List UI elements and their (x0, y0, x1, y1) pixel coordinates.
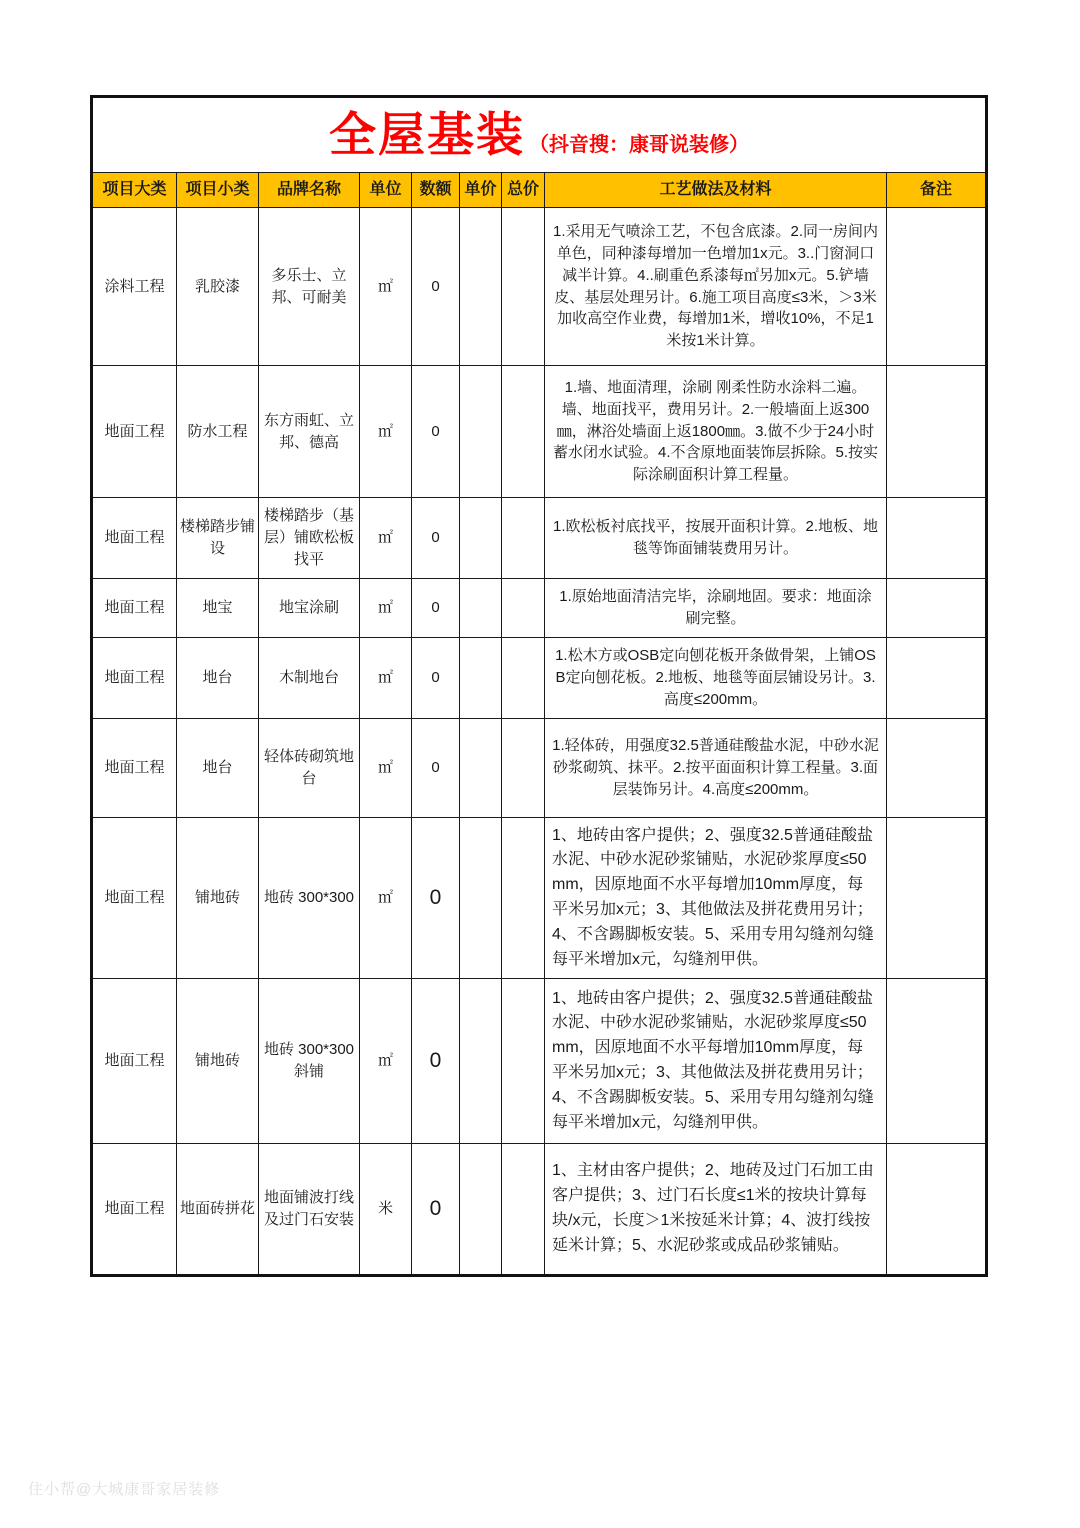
title-wrap (93, 101, 985, 169)
cell-unit-price (460, 366, 502, 498)
cell-total-price (502, 366, 545, 498)
table-row (92, 719, 987, 818)
cell-unit: ㎡ (360, 498, 412, 579)
cell-remark (887, 579, 987, 638)
cell-category: 地面工程 (92, 979, 177, 1144)
cell-process: 1.欧松板衬底找平，按展开面积计算。2.地板、地毯等饰面铺装费用另计。 (545, 498, 887, 579)
title-row (92, 97, 987, 173)
table-row (92, 1144, 987, 1276)
cell-unit: ㎡ (360, 818, 412, 979)
cell-unit: ㎡ (360, 979, 412, 1144)
cell-total-price (502, 1144, 545, 1276)
cell-quantity: 0 (412, 366, 460, 498)
table-row (92, 366, 987, 498)
column-header-1: 项目小类 (177, 173, 259, 208)
cell-category: 地面工程 (92, 1144, 177, 1276)
cell-subcategory: 地面砖拼花 (177, 1144, 259, 1276)
cell-unit: ㎡ (360, 579, 412, 638)
cell-category: 涂料工程 (92, 208, 177, 366)
cell-quantity: 0 (412, 1144, 460, 1276)
cell-process: 1.轻体砖，用强度32.5普通硅酸盐水泥，中砂水泥砂浆砌筑、抹平。2.按平面面积计算工程量。3.面层装饰另计。4.高度≤200mm。 (545, 719, 887, 818)
cell-total-price (502, 208, 545, 366)
cell-category: 地面工程 (92, 366, 177, 498)
cell-brand: 地砖 300*300 (259, 818, 360, 979)
cell-quantity: 0 (412, 719, 460, 818)
cell-process: 1.墙、地面清理，涂刷 刚柔性防水涂料二遍。墙、地面找平，费用另计。2.一般墙面上返300㎜，淋浴处墙面上返1800㎜。3.做不少于24小时蓄水闭水试验。4.不含原地面装饰层拆除。5.按实际涂刷面积计算工程量。 (545, 366, 887, 498)
header-row (92, 173, 987, 208)
cell-remark (887, 818, 987, 979)
watermark: 住小帮@大城康哥家居装修 (28, 1481, 221, 1498)
cell-brand: 多乐士、立邦、可耐美 (259, 208, 360, 366)
cell-total-price (502, 638, 545, 719)
table-row (92, 579, 987, 638)
cell-unit-price (460, 579, 502, 638)
cell-process: 1、地砖由客户提供；2、强度32.5普通硅酸盐水泥、中砂水泥砂浆铺贴，水泥砂浆厚度≤50mm，因原地面不水平每增加10mm厚度，每平米另加x元；3、其他做法及拼花费用另计；4、不含踢脚板安装。5、采用专用勾缝剂勾缝每平米增加x元，勾缝剂甲供。 (545, 818, 887, 979)
title-cell (92, 97, 987, 173)
cell-unit-price (460, 498, 502, 579)
cell-subcategory: 地台 (177, 719, 259, 818)
column-header-0: 项目大类 (92, 173, 177, 208)
cell-brand: 地砖 300*300斜铺 (259, 979, 360, 1144)
cell-total-price (502, 979, 545, 1144)
cell-unit: ㎡ (360, 638, 412, 719)
cell-subcategory: 楼梯踏步铺设 (177, 498, 259, 579)
column-header-2: 品牌名称 (259, 173, 360, 208)
cell-process: 1、主材由客户提供；2、地砖及过门石加工由客户提供；3、过门石长度≤1米的按块计算每块/x元，长度＞1米按延米计算；4、波打线按延米计算；5、水泥砂浆或成品砂浆铺贴。 (545, 1144, 887, 1276)
cell-brand: 东方雨虹、立邦、德高 (259, 366, 360, 498)
cell-unit-price (460, 818, 502, 979)
cell-unit: 米 (360, 1144, 412, 1276)
cell-brand: 木制地台 (259, 638, 360, 719)
quote-table (90, 95, 988, 1277)
cell-quantity: 0 (412, 638, 460, 719)
cell-unit: ㎡ (360, 366, 412, 498)
cell-remark (887, 979, 987, 1144)
cell-quantity: 0 (412, 979, 460, 1144)
table-row (92, 818, 987, 979)
cell-category: 地面工程 (92, 498, 177, 579)
cell-total-price (502, 498, 545, 579)
cell-subcategory: 防水工程 (177, 366, 259, 498)
column-header-4: 数额 (412, 173, 460, 208)
cell-unit-price (460, 638, 502, 719)
cell-remark (887, 208, 987, 366)
cell-subcategory: 地台 (177, 638, 259, 719)
cell-category: 地面工程 (92, 818, 177, 979)
column-header-6: 总价 (502, 173, 545, 208)
cell-brand: 地宝涂刷 (259, 579, 360, 638)
cell-unit-price (460, 719, 502, 818)
cell-remark (887, 638, 987, 719)
cell-brand: 楼梯踏步（基层）铺欧松板找平 (259, 498, 360, 579)
cell-quantity: 0 (412, 818, 460, 979)
table-body (92, 208, 987, 1276)
cell-unit: ㎡ (360, 208, 412, 366)
cell-process: 1.采用无气喷涂工艺，不包含底漆。2.同一房间内单色，同种漆每增加一色增加1x元。3..门窗洞口减半计算。4..刷重色系漆每㎡另加x元。5.铲墙皮、基层处理另计。6.施工项目高度≤3米，＞3米加收高空作业费，每增加1米，增收10%，不足1米按1米计算。 (545, 208, 887, 366)
cell-total-price (502, 719, 545, 818)
column-header-7: 工艺做法及材料 (545, 173, 887, 208)
cell-subcategory: 铺地砖 (177, 979, 259, 1144)
cell-quantity: 0 (412, 498, 460, 579)
cell-process: 1.原始地面清洁完毕，涂刷地固。要求：地面涂刷完整。 (545, 579, 887, 638)
cell-process: 1、地砖由客户提供；2、强度32.5普通硅酸盐水泥、中砂水泥砂浆铺贴，水泥砂浆厚度≤50mm，因原地面不水平每增加10mm厚度，每平米另加x元；3、其他做法及拼花费用另计；4、不含踢脚板安装。5、采用专用勾缝剂勾缝每平米增加x元，勾缝剂甲供。 (545, 979, 887, 1144)
cell-quantity: 0 (412, 208, 460, 366)
cell-total-price (502, 579, 545, 638)
table-row (92, 208, 987, 366)
table-row (92, 979, 987, 1144)
cell-total-price (502, 818, 545, 979)
cell-category: 地面工程 (92, 579, 177, 638)
column-header-3: 单位 (360, 173, 412, 208)
cell-quantity: 0 (412, 579, 460, 638)
cell-category: 地面工程 (92, 719, 177, 818)
cell-subcategory: 地宝 (177, 579, 259, 638)
cell-unit-price (460, 208, 502, 366)
cell-process: 1.松木方或OSB定向刨花板开条做骨架，上铺OSB定向刨花板。2.地板、地毯等面层铺设另计。3.高度≤200mm。 (545, 638, 887, 719)
cell-unit: ㎡ (360, 719, 412, 818)
cell-remark (887, 498, 987, 579)
cell-brand: 地面铺波打线及过门石安装 (259, 1144, 360, 1276)
page-subtitle: （抖音搜：康哥说装修） (529, 133, 749, 156)
cell-brand: 轻体砖砌筑地台 (259, 719, 360, 818)
cell-remark (887, 366, 987, 498)
cell-subcategory: 乳胶漆 (177, 208, 259, 366)
table-row (92, 498, 987, 579)
cell-subcategory: 铺地砖 (177, 818, 259, 979)
cell-unit-price (460, 979, 502, 1144)
cell-unit-price (460, 1144, 502, 1276)
column-header-5: 单价 (460, 173, 502, 208)
page-title: 全屋基装 (329, 107, 525, 161)
column-header-8: 备注 (887, 173, 987, 208)
cell-remark (887, 1144, 987, 1276)
table-row (92, 638, 987, 719)
cell-remark (887, 719, 987, 818)
cell-category: 地面工程 (92, 638, 177, 719)
